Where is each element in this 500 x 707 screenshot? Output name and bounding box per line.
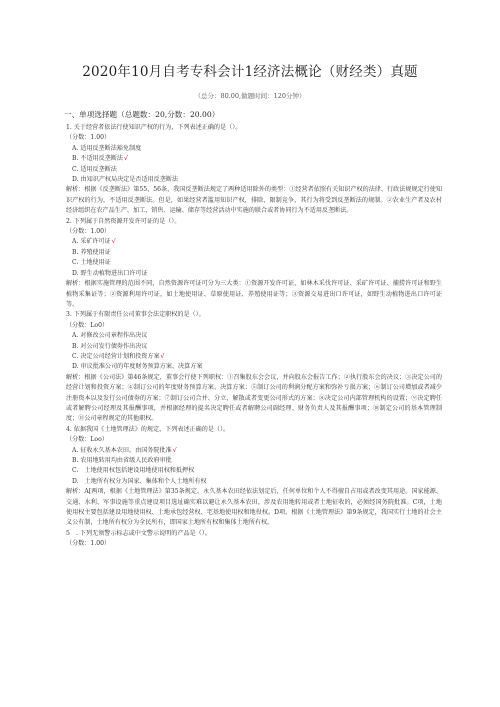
question-score: （分数：1.00）	[66, 134, 111, 142]
option-c: C. 适用反垄断法	[72, 165, 117, 173]
question-score: （分数：1.00）	[66, 228, 111, 236]
question-stem: 2. 下列属于自然资源开发许可证的是（）。	[66, 217, 181, 225]
option-a: A. 适用反垄断法豁免制度	[72, 144, 142, 152]
question-2	[66, 217, 442, 311]
correct-check-icon: √	[160, 352, 165, 360]
question-stem: 1. 关于经营者依法行使知识产权的行为，下列表述正确的是（）。	[66, 124, 242, 131]
option-c: C. 决定公司经营计划和投资方案√	[72, 352, 165, 360]
question-explanation: 解析：根据《公司法》第46条规定，董事会行使下列职权：①召集股东会会议，并向股东会报告工作；②执行股东会的决议；③决定公司的经营计划和投资方案；④制订公司的年度财务预算方案、决算方案；⑤制订公司的利润分配方案和弥补亏损方案；⑥制订公司增加或者减少注册资本以及发行公司债券的方案；⑦制订公司合并、分立、解散或者变更公司形式的方案；⑧决定公司内部管理机构的设置；⑨决定聘任或者解聘公司经理及其报酬事项，并根据经理的提名决定聘任或者解聘公司副经理、财务负责人及其报酬事项；⑩制定公司的基本管理制度；⑪公司章程规定的其他职权。	[66, 373, 442, 423]
option-d: D. 土地所有权分为国家、集体和个人土地所有权	[72, 477, 207, 485]
option-a: A. 采矿许可证√	[72, 238, 116, 246]
option-b: B. 农用地转用均由省级人民政府审批	[72, 457, 172, 464]
correct-check-icon: √	[172, 446, 177, 454]
option-d: D. 由知识产权局决定是否适用反垄断法	[72, 176, 179, 184]
option-b: B. 对公司发行债券作出决议	[72, 342, 148, 350]
question-explanation: 解析：根据《反垄断法》第55、56条，我国反垄断法规定了两种适用除外的类型：①经营者依照有关知识产权的法律、行政法规规定行使知识产权的行为，不适用反垄断法。但是，如果经营者滥用知识产权，排除、限制竞争，其行为将受到反垄断法的规制。②农业生产者及农村经济组织在农产品生产、加工、销售、运输、储存等经营活动中实施的联合或者协同行为不适用反垄断法。	[66, 186, 442, 215]
option-d: D. 审议批准公司的年度财务预算方案、决算方案	[72, 363, 203, 371]
question-5	[66, 529, 442, 550]
option-b: B. 不适用反垄断法√	[72, 155, 128, 163]
page-title: 2020年10月自考专科会计1经济法概论（财经类）真题	[82, 64, 418, 80]
section-title: 一、单项选择题（总题数：20,分数：20.00）	[64, 110, 220, 119]
question-explanation: 解析：根据实施管理的范围不同，自然资源许可证可分为三大类：①资源开发许可证，如林木采伐许可证、采矿许可证、捕捞许可证和野生植物采集证等；②资源利用许可证，如土地使用证、草原使用证、养殖使用证等；③资源交易进出口许可证，如野生动植物进出口许可证等。	[66, 280, 442, 308]
option-b: B. 养殖使用证	[72, 248, 111, 256]
option-a: A. 对修改公司章程作出决议	[72, 332, 148, 340]
option-c: C. 土地使用证	[72, 259, 111, 267]
question-content	[66, 109, 442, 550]
option-a: A. 征收永久基本农田，由国务院批准√	[72, 446, 177, 454]
question-explanation: 解析：A[两项，根据《土地管理法》第35条规定，永久基本农田经依法划定后，任何单位和个人不得擅自占用或者改变其用途。国家能源、交通、水利、军事设施等重点建设项目选址确实难以避让永久基本农田，涉及农用地转用或者土地征收的，必须经国务院批准。C项，土地使用权主要包括建设用地使用权、土地承包经营权、宅基地使用权和地役权。D项，根据《土地管理法》第9条规定，我国实行土地的社会主义公有制，土地所有权分为全民所有，即国家土地所有权和集体土地所有权。	[66, 488, 442, 527]
question-stem: 4. 依据我国《土地管理法》的规定，下列表述正确的是（）。	[66, 425, 230, 433]
question-score: （分数：Loo）	[66, 436, 108, 444]
question-4	[66, 425, 442, 529]
correct-check-icon: √	[111, 238, 116, 246]
question-stem: 5 . 下列无须警示标志或中文警示说明的产品是（）。	[66, 529, 211, 537]
question-3	[66, 310, 442, 424]
question-score: （分数：1.00）	[66, 540, 111, 548]
question-1	[66, 123, 442, 217]
question-score: （分数：Lo0）	[66, 321, 109, 329]
exam-info: （总分：80.00,做题时间：120分钟）	[194, 92, 306, 100]
option-c: C. 土地使用权包括建设用地使用权和抵押权	[72, 467, 195, 475]
question-stem: 3. 下列属于有限责任公司董事会法定职权的是（）。	[66, 311, 205, 319]
correct-check-icon: √	[124, 155, 128, 163]
option-d: D. 野生动植物进出口许可证	[72, 269, 148, 277]
